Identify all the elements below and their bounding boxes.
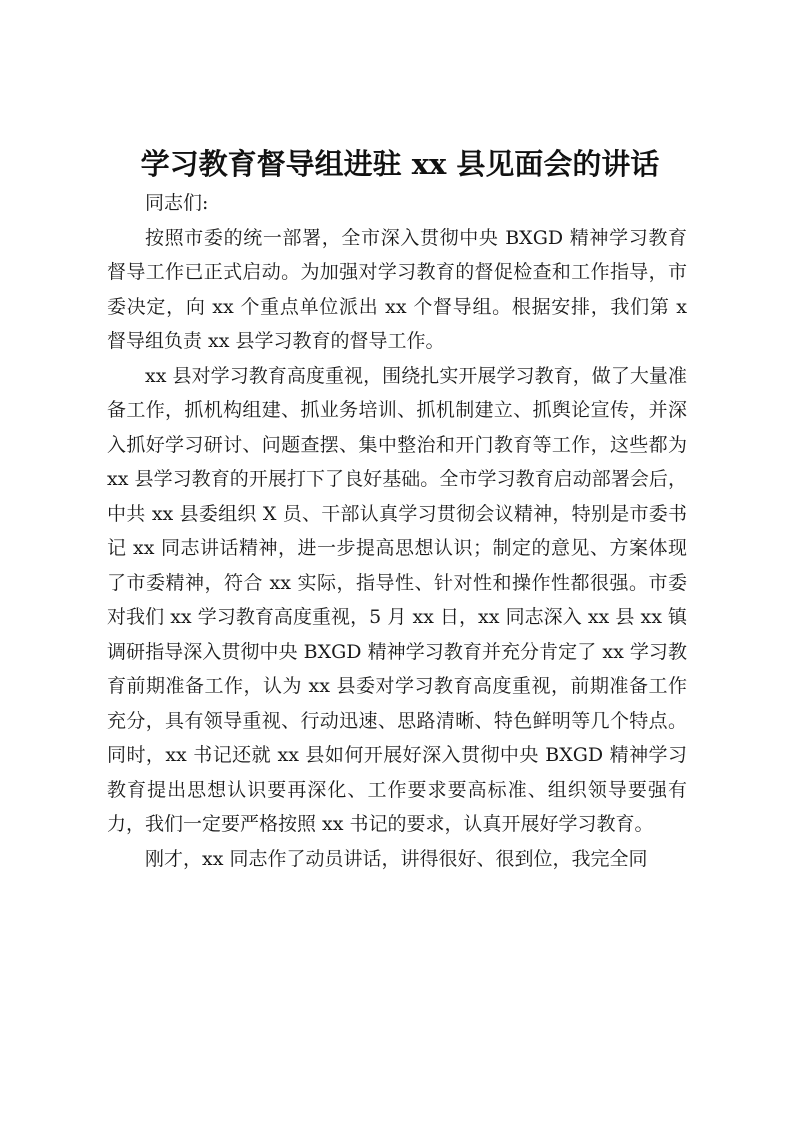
salutation: 同志们: bbox=[145, 192, 209, 214]
paragraph: 刚才，xx 同志作了动员讲话，讲得很好、很到位，我完全同 bbox=[145, 847, 648, 870]
paragraph: 按照市委的统一部署，全市深入贯彻中央 BXGD 精神学习教育督导工作已正式启动。为加强对学习教育的督促检查和工作指导，市委决定，向 xx 个重点单位派出 xx 个督导组。根据安排，我们第 x 督导组负责 xx 县学习教育的督导工作。 bbox=[107, 226, 687, 352]
document-title: 学习教育督导组进驻 xx 县见面会的讲话 bbox=[140, 147, 660, 181]
paragraph: xx 县对学习教育高度重视，围绕扎实开展学习教育，做了大量准备工作，抓机构组建、抓业务培训、抓机制建立、抓舆论宣传，并深入抓好学习研讨、问题查摆、集中整治和开门教育等工作，这些都为 xx 县学习教育的开展打下了良好基础。全市学习教育启动部署会后，中共 xx 县委组织 X 员、干部认真学习贯彻会议精神，特别是市委书记 xx 同志讲话精神，进一步提高思想认识；制定的意见、方案体现了市委精神，符合 xx 实际，指导性、针对性和操作性都很强。市委对我们 xx 学习教育高度重视，5 月 xx 日，xx 同志深入 xx 县 xx 镇调研指导深入贯彻中央 BXGD 精神学习教育并充分肯定了 xx 学习教育前期准备工作，认为 xx 县委对学习教育高度重视，前期准备工作充分，具有领导重视、行动迅速、思路清晰、特色鲜明等几个特点。同时，xx 书记还就 xx 县如何开展好深入贯彻中央 BXGD 精神学习教育提出思想认识要再深化、工作要求要高标准、组织领导要强有力，我们一定要严格按照 xx 书记的要求，认真开展好学习教育。 bbox=[107, 364, 687, 835]
document-body bbox=[107, 186, 687, 876]
